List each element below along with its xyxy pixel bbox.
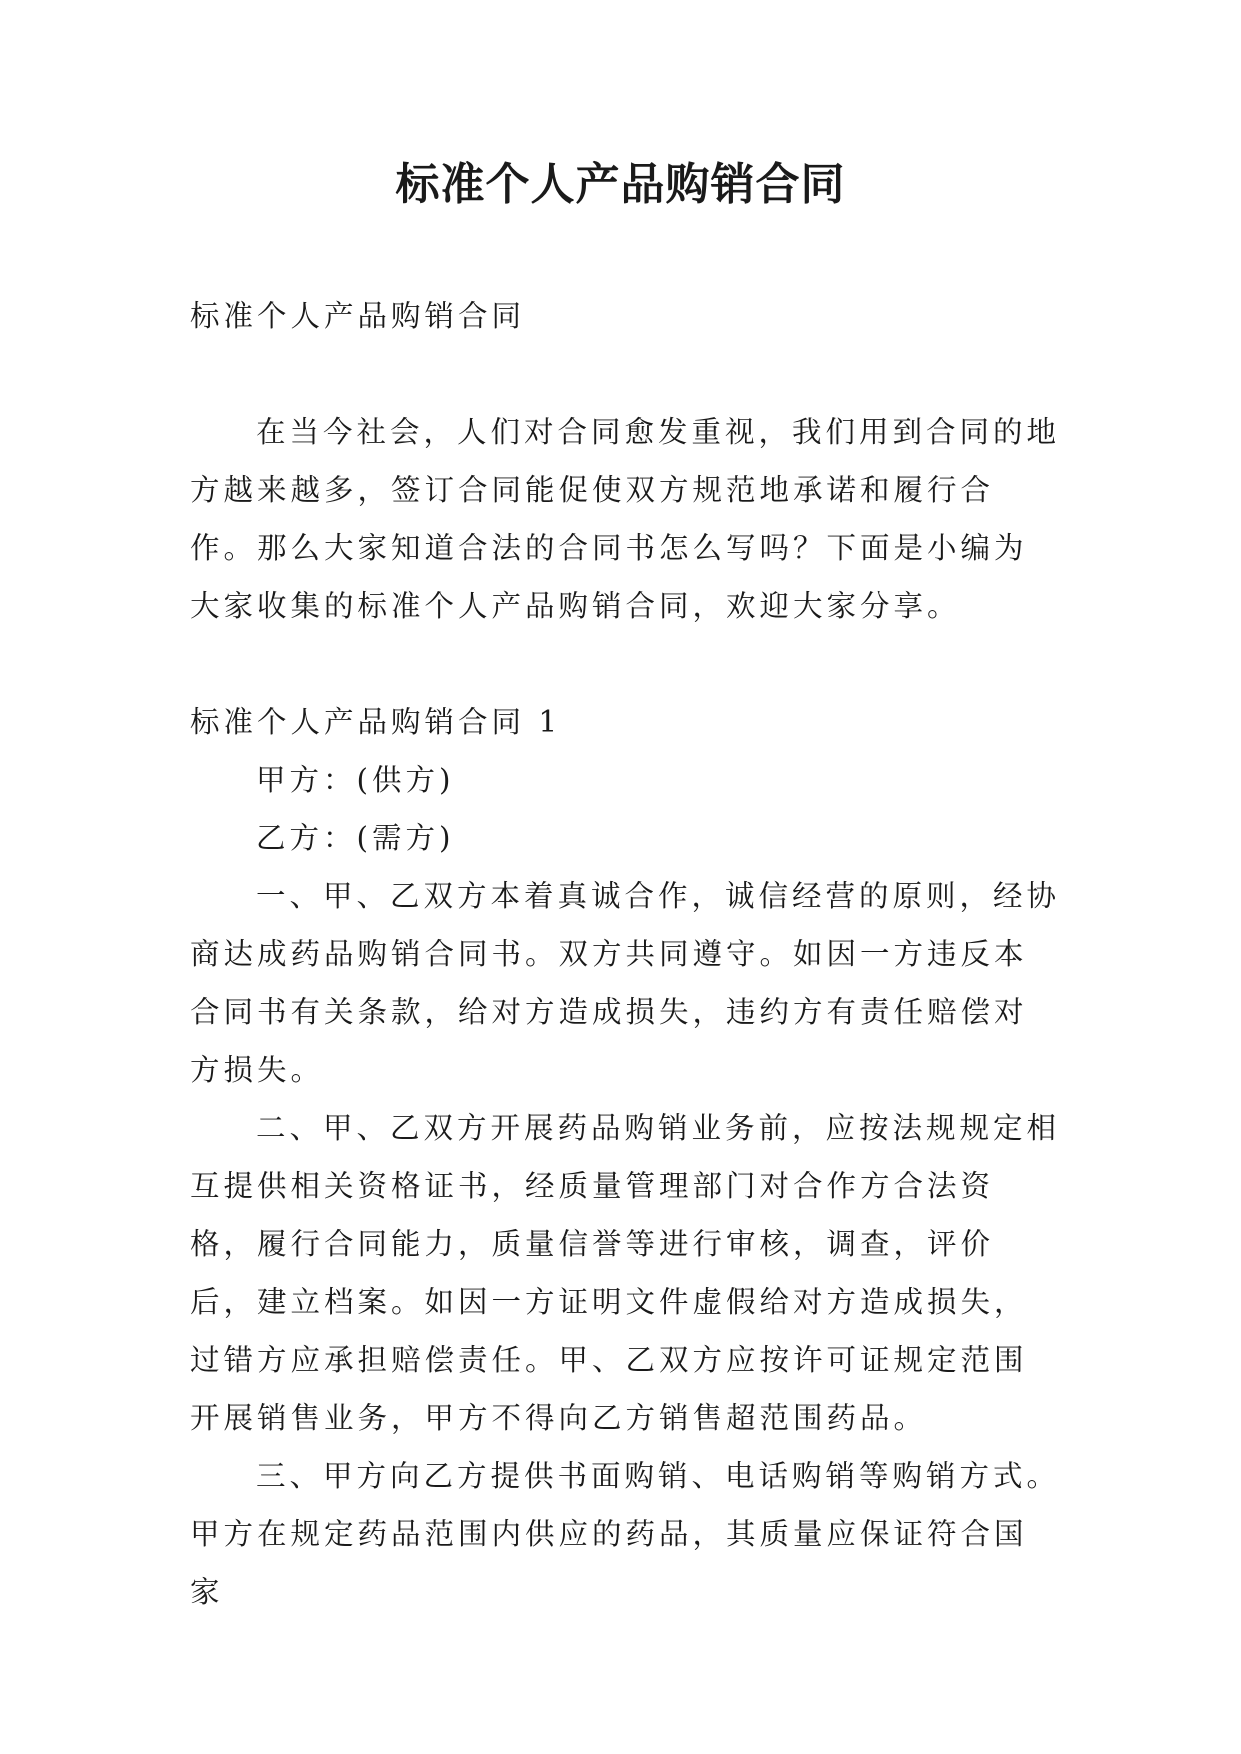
document-subtitle: 标准个人产品购销合同 — [190, 299, 526, 333]
clause-2: 二、甲、乙双方开展药品购销业务前，应按法规规定相互提供相关资格证书，经质量管理部门对合作方合法资格，履行合同能力，质量信誉等进行审核，调查，评价后，建立档案。如因一方证明文件虚假给对方造成损失，过错方应承担赔偿责任。甲、乙双方应按许可证规定范围开展销售业务，甲方不得向乙方销售超范围药品。 — [190, 1111, 1061, 1435]
document-title: 标准个人产品购销合同 — [395, 159, 846, 210]
document-body — [190, 287, 1060, 1621]
clause-1: 一、甲、乙双方本着真诚合作，诚信经营的原则，经协商达成药品购销合同书。双方共同遵守。如因一方违反本合同书有关条款，给对方造成损失，违约方有责任赔偿对方损失。 — [190, 879, 1061, 1087]
party-b-line: 乙方：(需方) — [256, 821, 455, 855]
party-a-line: 甲方：(供方) — [256, 763, 455, 797]
intro-paragraph: 在当今社会，人们对合同愈发重视，我们用到合同的地方越来越多，签订合同能促使双方规范地承诺和履行合作。那么大家知道合法的合同书怎么写吗？下面是小编为大家收集的标准个人产品购销合同，欢迎大家分享。 — [190, 415, 1061, 623]
clause-3: 三、甲方向乙方提供书面购销、电话购销等购销方式。甲方在规定药品范围内供应的药品，其质量应保证符合国家 — [190, 1459, 1061, 1609]
section-heading: 标准个人产品购销合同 1 — [190, 705, 562, 739]
